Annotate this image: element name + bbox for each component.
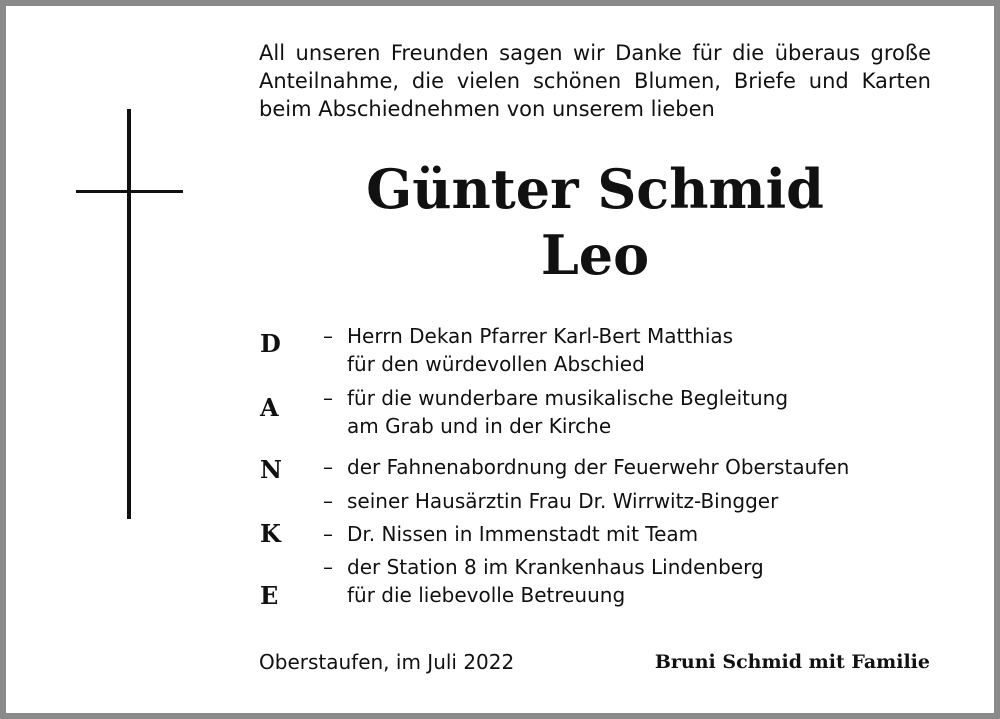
dash: – (323, 455, 333, 479)
thanks-item-line: für den würdevollen Abschied (347, 352, 645, 376)
place-date: Oberstaufen, im Juli 2022 (259, 650, 515, 674)
thanks-item-line: der Fahnenabordnung der Feuerwehr Oberstaufen (347, 455, 850, 479)
danke-letter-n: N (260, 455, 282, 484)
deceased-nickname: Leo (540, 223, 650, 287)
thanks-item-line: am Grab und in der Kirche (347, 414, 612, 438)
dash: – (323, 522, 333, 546)
thanks-item (323, 384, 788, 440)
signature: Bruni Schmid mit Familie (654, 651, 930, 673)
thanks-item (323, 453, 849, 481)
thanks-item-line: für die liebevolle Betreuung (347, 583, 626, 607)
dash: – (323, 386, 333, 410)
thanks-item-line: für die wunderbare musikalische Begleitung (347, 386, 789, 410)
obituary-notice (6, 6, 994, 713)
danke-letter-k: K (260, 519, 281, 548)
name-block (259, 156, 931, 288)
dash: – (323, 555, 333, 579)
thanks-item (323, 487, 778, 515)
dash: – (323, 324, 333, 348)
thanks-item-line: seiner Hausärztin Frau Dr. Wirrwitz-Bingger (347, 489, 779, 513)
intro-text: All unseren Freunden sagen wir Danke für die überaus große Anteilnahme, die vielen schönen Blumen, Briefe und Karten beim Abschiednehmen von unserem lieben (259, 41, 931, 121)
danke-letter-a: A (260, 393, 279, 422)
thanks-item-line: Dr. Nissen in Immenstadt mit Team (347, 522, 699, 546)
thanks-item (323, 553, 764, 609)
thanks-item (323, 520, 698, 548)
danke-letter-d: D (260, 329, 281, 358)
thanks-item-line: Herrn Dekan Pfarrer Karl-Bert Matthias (347, 324, 734, 348)
thanks-item-line: der Station 8 im Krankenhaus Lindenberg (347, 555, 764, 579)
thanks-item (323, 322, 733, 378)
dash: – (323, 489, 333, 513)
cross-icon (127, 109, 131, 519)
cross-icon-bar (76, 190, 183, 193)
danke-letter-e: E (260, 581, 279, 610)
deceased-name: Günter Schmid (366, 157, 824, 221)
